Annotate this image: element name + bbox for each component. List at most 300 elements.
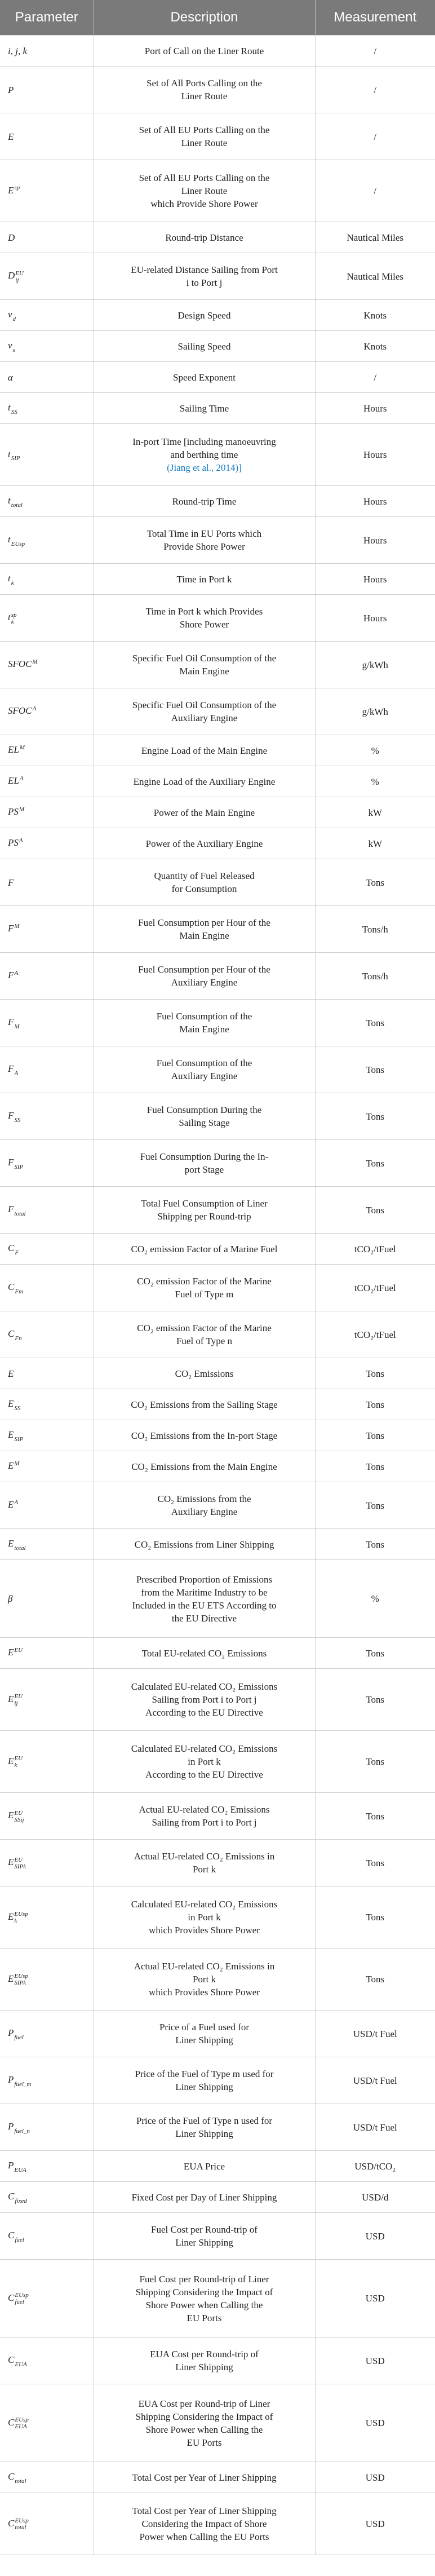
description-line: Auxiliary Engine: [171, 713, 238, 723]
description-cell: [94, 688, 315, 735]
description-cell: [94, 2182, 315, 2213]
description-line: CO₂ emission Factor of a Marine Fuel: [131, 1243, 278, 1254]
description-line: Liner Shipping: [175, 2035, 233, 2045]
description-cell: [94, 2151, 315, 2182]
table-body: [0, 36, 435, 2555]
description-line: from the Maritime Industry to be: [141, 1587, 268, 1598]
measurement-cell: Tons: [315, 1669, 435, 1731]
description-cell: [94, 1234, 315, 1265]
description-line: EUA Cost per Round-trip of: [150, 2349, 259, 2360]
description-line: Set of All Ports Calling on the: [147, 78, 262, 89]
description-line: Auxiliary Engine: [171, 977, 238, 988]
table-row: [0, 67, 435, 113]
description-line: Total EU-related CO₂ Emissions: [141, 1647, 267, 1659]
table-row: [0, 642, 435, 688]
description-cell: [94, 2260, 315, 2338]
measurement-cell: USD: [315, 2493, 435, 2555]
description-line: Engine Load of the Auxiliary Engine: [133, 776, 276, 787]
measurement-cell: /: [315, 36, 435, 67]
description-line: EU Ports: [187, 2312, 222, 2323]
measurement-cell: %: [315, 1560, 435, 1638]
description-line: and berthing time: [170, 449, 238, 460]
description-cell: [94, 1886, 315, 1948]
description-line: Fuel Cost per Round-trip of: [151, 2224, 258, 2235]
description-line: CO₂ Emissions from Liner Shipping: [134, 1539, 274, 1550]
description-cell: [94, 953, 315, 1000]
header-parameter: Parameter: [0, 0, 94, 36]
description-cell: [94, 828, 315, 859]
table-row: [0, 688, 435, 735]
table-row: [0, 953, 435, 1000]
description-cell: [94, 253, 315, 300]
measurement-cell: Hours: [315, 595, 435, 642]
parameter-cell: SFOC A: [0, 688, 94, 735]
measurement-cell: USD: [315, 2213, 435, 2260]
description-line: Power of the Main Engine: [153, 807, 255, 818]
table-row: [0, 1389, 435, 1420]
description-cell: [94, 1093, 315, 1140]
measurement-cell: /: [315, 160, 435, 222]
description-line: Specific Fuel Oil Consumption of the: [132, 653, 277, 664]
description-line: port Stage: [184, 1164, 224, 1175]
measurement-cell: USD: [315, 2462, 435, 2493]
description-line: Power of the Auxiliary Engine: [145, 838, 263, 849]
parameter-cell: v d: [0, 300, 94, 331]
parameter-cell: t k: [0, 564, 94, 595]
description-line: in Port k: [188, 1912, 221, 1923]
table-row: [0, 1482, 435, 1529]
parameter-cell: F: [0, 859, 94, 906]
description-line: Liner Route: [181, 185, 228, 196]
description-line: Fuel Consumption per Hour of the: [138, 917, 270, 928]
table-row: [0, 486, 435, 517]
table-row: [0, 2182, 435, 2213]
parameter-cell: P fuel: [0, 2011, 94, 2057]
description-line: Fuel Consumption per Hour of the: [138, 964, 270, 975]
table-row: [0, 2151, 435, 2182]
description-cell: [94, 735, 315, 766]
parameter-cell: C EUsp total: [0, 2493, 94, 2555]
table-row: [0, 797, 435, 828]
measurement-cell: Tons: [315, 1187, 435, 1234]
table-row: [0, 2260, 435, 2338]
table-header-row: [0, 0, 435, 36]
parameter-cell: E: [0, 1358, 94, 1389]
parameter-cell: α: [0, 362, 94, 393]
parameter-cell: F total: [0, 1187, 94, 1234]
measurement-cell: Hours: [315, 517, 435, 564]
description-cell: [94, 2493, 315, 2555]
description-line: Quantity of Fuel Released: [154, 871, 255, 881]
description-cell: [94, 2338, 315, 2384]
parameter-cell: C fixed: [0, 2182, 94, 2213]
description-cell: [94, 906, 315, 953]
description-line: which Provides Shore Power: [149, 1987, 260, 1998]
description-cell: [94, 222, 315, 253]
description-line: Liner Shipping: [175, 2128, 233, 2139]
table-row: [0, 300, 435, 331]
description-line: Design Speed: [177, 310, 231, 321]
table-row: [0, 859, 435, 906]
table-row: [0, 2462, 435, 2493]
table-row: [0, 253, 435, 300]
description-cell: [94, 1000, 315, 1046]
description-line: CO₂ Emissions from the Main Engine: [131, 1461, 277, 1472]
measurement-cell: tCO₂/tFuel: [315, 1265, 435, 1311]
table-row: [0, 1886, 435, 1948]
parameter-cell: C EUsp fuel: [0, 2260, 94, 2338]
parameter-cell: F M: [0, 1000, 94, 1046]
description-line: Liner Route: [181, 138, 228, 148]
table-row: [0, 1840, 435, 1886]
parameter-cell: PS M: [0, 797, 94, 828]
description-line: Fuel Consumption During the: [147, 1104, 262, 1115]
measurement-cell: Nautical Miles: [315, 222, 435, 253]
description-line: Fuel Consumption of the: [156, 1011, 252, 1022]
description-line: Port of Call on the Liner Route: [144, 45, 264, 56]
parameter-cell: t total: [0, 486, 94, 517]
description-line: Price of the Fuel of Type m used for: [135, 2069, 274, 2079]
measurement-cell: /: [315, 113, 435, 160]
description-line: Calculated EU-related CO₂ Emissions: [131, 1899, 278, 1910]
parameter-cell: E: [0, 113, 94, 160]
parameter-cell: F M: [0, 906, 94, 953]
table-row: [0, 1234, 435, 1265]
description-cell: [94, 1046, 315, 1093]
measurement-cell: Tons: [315, 1451, 435, 1482]
measurement-cell: Hours: [315, 564, 435, 595]
parameter-cell: t SS: [0, 393, 94, 424]
measurement-cell: Tons: [315, 1389, 435, 1420]
parameter-cell: β: [0, 1560, 94, 1638]
description-line: Main Engine: [179, 666, 229, 677]
measurement-cell: Tons: [315, 1886, 435, 1948]
description-line: Fuel Consumption During the In-: [140, 1151, 269, 1162]
parameter-cell: F SIP: [0, 1140, 94, 1187]
description-line: CO₂ Emissions from the In-port Stage: [131, 1430, 278, 1441]
description-line: CO₂ emission Factor of the Marine: [137, 1323, 272, 1333]
table-row: [0, 1529, 435, 1560]
description-line: Set of All EU Ports Calling on the: [139, 125, 270, 135]
table-row: [0, 160, 435, 222]
description-line: Shore Power: [179, 619, 229, 630]
description-line: EUA Price: [183, 2160, 225, 2172]
table-row: [0, 1140, 435, 1187]
measurement-cell: Tons: [315, 1358, 435, 1389]
measurement-cell: USD: [315, 2384, 435, 2462]
description-line: In-port Time [including manoeuvring: [132, 436, 276, 447]
description-line: Auxiliary Engine: [171, 1506, 238, 1517]
table-row: [0, 1311, 435, 1358]
description-cell: [94, 1482, 315, 1529]
measurement-cell: Tons: [315, 859, 435, 906]
parameter-cell: t SIP: [0, 424, 94, 486]
table-row: [0, 2493, 435, 2555]
description-cell: [94, 2011, 315, 2057]
description-line: Specific Fuel Oil Consumption of the: [132, 700, 277, 710]
measurement-cell: Tons/h: [315, 953, 435, 1000]
header-measurement: Measurement: [315, 0, 435, 36]
parameter-cell: E M: [0, 1451, 94, 1482]
description-cell: [94, 424, 315, 486]
description-cell: [94, 300, 315, 331]
parameter-cell: C EUA: [0, 2338, 94, 2384]
parameter-cell: E total: [0, 1529, 94, 1560]
measurement-cell: g/kWh: [315, 688, 435, 735]
table-row: [0, 828, 435, 859]
description-line: EU-related Distance Sailing from Port: [131, 264, 278, 275]
table-row: [0, 2104, 435, 2151]
measurement-cell: Hours: [315, 393, 435, 424]
measurement-cell: Tons: [315, 1731, 435, 1793]
description-line: Fuel of Type m: [175, 1289, 234, 1300]
table-row: [0, 1046, 435, 1093]
parameter-cell: C fuel: [0, 2213, 94, 2260]
description-line: Set of All EU Ports Calling on the: [139, 173, 270, 183]
parameter-cell: C EUsp EUA: [0, 2384, 94, 2462]
measurement-cell: Tons: [315, 1948, 435, 2011]
measurement-cell: Tons: [315, 1093, 435, 1140]
description-line: i to Port j: [186, 277, 223, 288]
description-cell: [94, 1948, 315, 2011]
parameter-cell: E EUsp k: [0, 1886, 94, 1948]
table-row: [0, 517, 435, 564]
description-line: EU Ports: [187, 2437, 222, 2448]
parameter-cell: E SS: [0, 1389, 94, 1420]
table-row: [0, 1731, 435, 1793]
description-cell: [94, 1669, 315, 1731]
description-line: the EU Directive: [171, 1612, 237, 1624]
description-line: which Provide Shore Power: [150, 198, 258, 209]
description-line: Total Time in EU Ports which: [147, 528, 262, 539]
description-line: Fuel Cost per Round-trip of Liner: [139, 2273, 269, 2285]
description-line: According to the EU Directive: [145, 1707, 263, 1718]
description-cell: [94, 517, 315, 564]
measurement-cell: USD/d: [315, 2182, 435, 2213]
description-line: Considering the Impact of Shore: [141, 2518, 267, 2529]
description-cell: [94, 486, 315, 517]
description-cell: [94, 1840, 315, 1886]
description-cell: [94, 1187, 315, 1234]
parameter-cell: F A: [0, 953, 94, 1000]
table-row: [0, 2011, 435, 2057]
measurement-cell: Tons: [315, 1638, 435, 1669]
measurement-cell: tCO₂/tFuel: [315, 1311, 435, 1358]
table-row: [0, 331, 435, 362]
description-line: Price of the Fuel of Type n used for: [136, 2115, 273, 2126]
description-line: CO₂ Emissions: [175, 1368, 234, 1379]
description-line: Actual EU-related CO₂ Emissions in: [134, 1851, 275, 1862]
parameter-cell: E SIP: [0, 1420, 94, 1451]
parameter-cell: F A: [0, 1046, 94, 1093]
parameter-cell: E EU k: [0, 1731, 94, 1793]
description-line: Total Fuel Consumption of Liner: [141, 1198, 268, 1209]
measurement-cell: Knots: [315, 331, 435, 362]
parameter-cell: P: [0, 67, 94, 113]
table-row: [0, 2057, 435, 2104]
parameter-cell: D EU ij: [0, 253, 94, 300]
description-line: Main Engine: [179, 1024, 229, 1035]
description-line: Sailing from Port i to Port j: [152, 1817, 257, 1828]
measurement-cell: kW: [315, 797, 435, 828]
parameter-cell: P fuel_m: [0, 2057, 94, 2104]
table-row: [0, 2338, 435, 2384]
description-cell: [94, 595, 315, 642]
parameter-cell: D: [0, 222, 94, 253]
description-line: Sailing Time: [179, 403, 229, 414]
description-cell: [94, 1389, 315, 1420]
table-row: [0, 2384, 435, 2462]
table-row: [0, 1638, 435, 1669]
measurement-cell: USD: [315, 2260, 435, 2338]
description-line: Main Engine: [179, 930, 229, 941]
parameter-cell: C total: [0, 2462, 94, 2493]
measurement-cell: /: [315, 362, 435, 393]
parameter-cell: E EU SIPk: [0, 1840, 94, 1886]
description-line: Fuel Consumption of the: [156, 1058, 252, 1068]
table-row: [0, 1093, 435, 1140]
description-cell: [94, 859, 315, 906]
table-row: [0, 36, 435, 67]
parameter-cell: SFOC M: [0, 642, 94, 688]
description-line: Sailing Stage: [179, 1117, 230, 1128]
description-cell: [94, 2462, 315, 2493]
description-line: Sailing from Port i to Port j: [152, 1694, 257, 1705]
parameter-cell: E EU ij: [0, 1669, 94, 1731]
measurement-cell: Tons: [315, 1529, 435, 1560]
measurement-cell: Tons: [315, 1046, 435, 1093]
description-cell: [94, 36, 315, 67]
measurement-cell: Tons: [315, 1000, 435, 1046]
header-description: Description: [94, 0, 315, 36]
parameter-cell: P EUA: [0, 2151, 94, 2182]
parameter-cell: E EU: [0, 1638, 94, 1669]
measurement-cell: USD/t Fuel: [315, 2104, 435, 2151]
table-row: [0, 1265, 435, 1311]
description-line: According to the EU Directive: [145, 1769, 263, 1780]
description-line: Actual EU-related CO₂ Emissions in: [134, 1961, 275, 1972]
measurement-cell: Tons: [315, 1482, 435, 1529]
description-line: Provide Shore Power: [163, 541, 245, 552]
description-cell: [94, 1265, 315, 1311]
description-line: Round-trip Time: [172, 496, 237, 507]
description-cell: [94, 331, 315, 362]
description-line: Time in Port k: [176, 573, 232, 585]
description-cell: [94, 564, 315, 595]
table-row: [0, 1669, 435, 1731]
parameter-cell: C Fn: [0, 1311, 94, 1358]
parameter-cell: PS A: [0, 828, 94, 859]
table-row: [0, 1358, 435, 1389]
description-cell: [94, 1731, 315, 1793]
description-line: Power when Calling the EU Ports: [139, 2531, 269, 2542]
table-row: [0, 113, 435, 160]
description-cell: [94, 393, 315, 424]
measurement-cell: Knots: [315, 300, 435, 331]
description-line: Total Cost per Year of Liner Shipping: [132, 2472, 277, 2483]
measurement-cell: USD/t Fuel: [315, 2057, 435, 2104]
measurement-cell: %: [315, 735, 435, 766]
parameter-cell: F SS: [0, 1093, 94, 1140]
description-line: in Port k: [188, 1756, 221, 1767]
parameter-cell: EL M: [0, 735, 94, 766]
description-cell: [94, 1793, 315, 1840]
description-line: Shipping Considering the Impact of: [135, 2411, 273, 2422]
description-cell: [94, 1638, 315, 1669]
description-cell: [94, 113, 315, 160]
description-line: Liner Route: [181, 91, 228, 101]
table-row: [0, 222, 435, 253]
measurement-cell: tCO₂/tFuel: [315, 1234, 435, 1265]
description-line: Port k: [192, 1974, 216, 1985]
description-cell: [94, 67, 315, 113]
table-row: [0, 906, 435, 953]
description-line: CO₂ Emissions from the Sailing Stage: [131, 1399, 278, 1410]
description-cell: [94, 1529, 315, 1560]
table-row: [0, 564, 435, 595]
measurement-cell: Tons: [315, 1140, 435, 1187]
measurement-cell: USD: [315, 2338, 435, 2384]
measurement-cell: /: [315, 67, 435, 113]
description-line: Calculated EU-related CO₂ Emissions: [131, 1743, 278, 1754]
parameter-cell: E sp: [0, 160, 94, 222]
description-line: Shipping per Round-trip: [157, 1211, 251, 1222]
description-line: CO₂ Emissions from the: [157, 1494, 251, 1504]
measurement-cell: Hours: [315, 486, 435, 517]
table-row: [0, 1451, 435, 1482]
table-row: [0, 362, 435, 393]
description-line: Included in the EU ETS According to: [132, 1599, 277, 1611]
description-line: Port k: [192, 1864, 216, 1875]
description-cell: [94, 1358, 315, 1389]
description-line: Auxiliary Engine: [171, 1071, 238, 1081]
description-line: Liner Shipping: [175, 2237, 233, 2248]
description-cell: [94, 1420, 315, 1451]
parameter-cell: i, j, k: [0, 36, 94, 67]
table-row: [0, 735, 435, 766]
description-line: Prescribed Proportion of Emissions: [136, 1574, 273, 1585]
description-cell: [94, 362, 315, 393]
table-row: [0, 1000, 435, 1046]
measurement-cell: %: [315, 766, 435, 797]
measurement-cell: USD/t Fuel: [315, 2011, 435, 2057]
measurement-cell: kW: [315, 828, 435, 859]
description-line: Engine Load of the Main Engine: [141, 745, 268, 756]
measurement-cell: Tons: [315, 1420, 435, 1451]
description-line: which Provides Shore Power: [149, 1925, 260, 1936]
parameter-cell: EL A: [0, 766, 94, 797]
description-line: Shore Power when Calling the: [145, 2424, 263, 2435]
table-row: [0, 1187, 435, 1234]
description-line: Time in Port k which Provides: [145, 606, 263, 617]
description-cell: [94, 766, 315, 797]
parameter-cell: t EUsp: [0, 517, 94, 564]
table-row: [0, 1420, 435, 1451]
table-row: [0, 2213, 435, 2260]
measurement-cell: Tons: [315, 1840, 435, 1886]
description-line: Speed Exponent: [173, 372, 236, 383]
description-line: EUA Cost per Round-trip of Liner: [138, 2398, 270, 2409]
measurement-cell: Nautical Miles: [315, 253, 435, 300]
description-cell: [94, 2384, 315, 2462]
parameter-cell: E EU SSij: [0, 1793, 94, 1840]
measurement-cell: Tons/h: [315, 906, 435, 953]
parameter-cell: P fuel_n: [0, 2104, 94, 2151]
table-row: [0, 595, 435, 642]
description-cell: [94, 2104, 315, 2151]
parameter-cell: C F: [0, 1234, 94, 1265]
description-cell: [94, 797, 315, 828]
